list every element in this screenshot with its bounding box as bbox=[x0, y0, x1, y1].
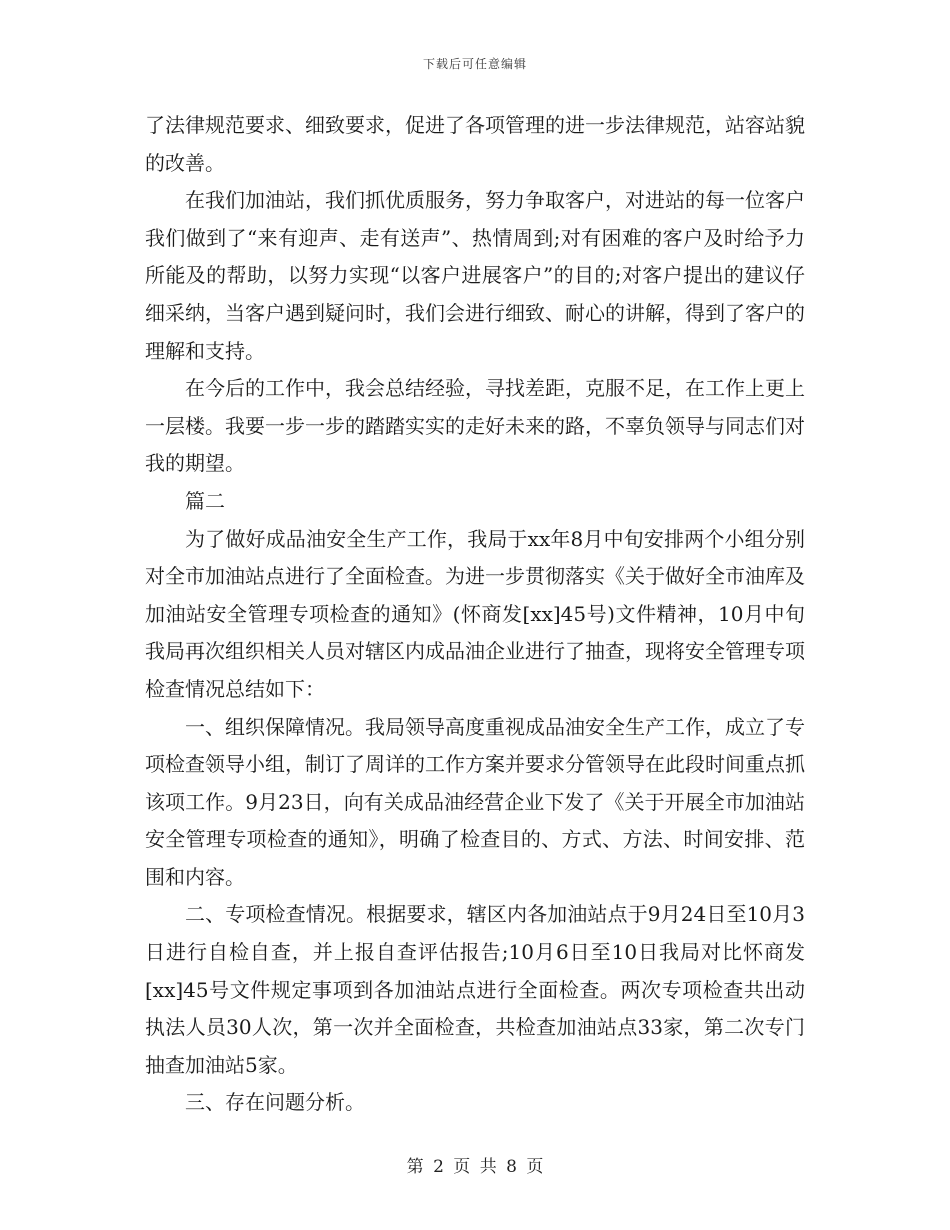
paragraph: 在我们加油站，我们抓优质服务，努力争取客户，对进站的每一位客户我们做到了“来有迎声、走有送声”、热情周到;对有困难的客户及时给予力所能及的帮助，以努力实现“以客户进展客户”的目的;对客户提出的建议仔细采纳，当客户遇到疑问时，我们会进行细致、耐心的讲解，得到了客户的理解和支持。 bbox=[145, 188, 805, 363]
paragraph: 二、专项检查情况。根据要求，辖区内各加油站点于9月24日至10月3日进行自检自查，并上报自查评估报告;10月6日至10日我局对比怀商发[xx]45号文件规定事项到各加油站点进行全面检查。两次专项检查共出动执法人员30人次，第一次并全面检查，共检查加油站点33家，第二次专门抽查加油站5家。 bbox=[145, 902, 805, 1077]
section-heading: 篇二 bbox=[185, 488, 225, 513]
paragraph: 一、组织保障情况。我局领导高度重视成品油安全生产工作，成立了专项检查领导小组，制订了周详的工作方案并要求分管领导在此段时间重点抓该项工作。9月23日，向有关成品油经营企业下发了《关于开展全市加油站安全管理专项检查的通知》，明确了检查目的、方式、方法、时间安排、范围和内容。 bbox=[145, 714, 805, 889]
paragraph: 为了做好成品油安全生产工作，我局于xx年8月中旬安排两个小组分别对全市加油站点进行了全面检查。为进一步贯彻落实《关于做好全市油库及加油站安全管理专项检查的通知》(怀商发[xx]45号)文件精神，10月中旬我局再次组织相关人员对辖区内成品油企业进行了抽查，现将安全管理专项检查情况总结如下： bbox=[145, 526, 805, 701]
paragraph: 三、存在问题分析。 bbox=[185, 1090, 365, 1115]
page-header: 下载后可任意编辑 bbox=[422, 57, 527, 71]
paragraph: 在今后的工作中，我会总结经验，寻找差距，克服不足，在工作上更上一层楼。我要一步一步的踏踏实实的走好未来的路，不辜负领导与同志们对我的期望。 bbox=[145, 376, 805, 476]
page-number-footer: 第 2 页 共 8 页 bbox=[406, 1157, 544, 1177]
paragraph: 了法律规范要求、细致要求，促进了各项管理的进一步法律规范，站容站貌的改善。 bbox=[145, 113, 805, 175]
document-body bbox=[145, 107, 805, 1122]
